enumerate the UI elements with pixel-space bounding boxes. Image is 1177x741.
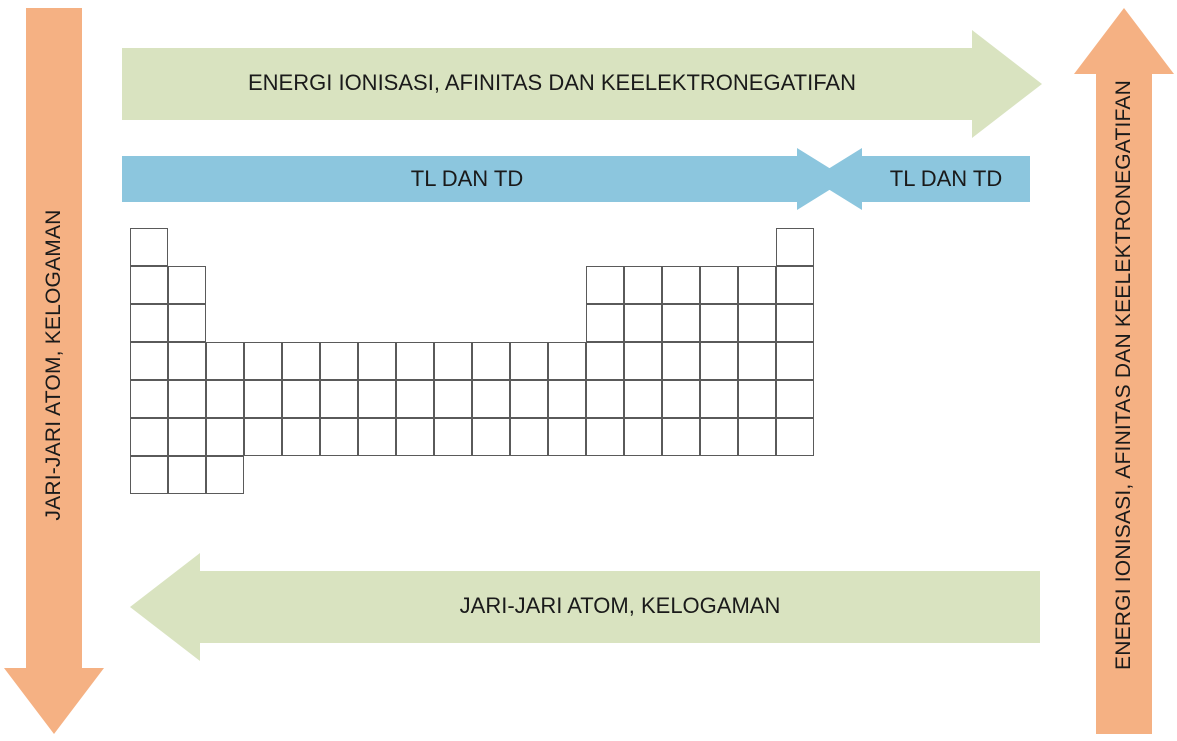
- periodic-cell: [510, 380, 548, 418]
- periodic-cell: [168, 304, 206, 342]
- periodic-cell: [776, 304, 814, 342]
- periodic-cell: [624, 418, 662, 456]
- left-arrow-label: JARI-JARI ATOM, KELOGAMAN: [42, 209, 65, 521]
- periodic-cell: [586, 304, 624, 342]
- periodic-table-grid: [130, 228, 814, 494]
- periodic-cell: [282, 418, 320, 456]
- periodic-cell: [624, 380, 662, 418]
- right-arrow-label: ENERGI IONISASI, AFINITAS DAN KEELEKTRONEGATIFAN: [1112, 80, 1135, 670]
- periodic-cell: [130, 266, 168, 304]
- periodic-cell: [738, 380, 776, 418]
- periodic-cell: [586, 342, 624, 380]
- periodic-cell: [776, 228, 814, 266]
- periodic-cell: [320, 418, 358, 456]
- blue-right-arrow-label: TL DAN TD: [889, 166, 1003, 191]
- periodic-cell: [510, 342, 548, 380]
- blue-left-arrow-label: TL DAN TD: [410, 166, 524, 191]
- periodic-cell: [206, 418, 244, 456]
- periodic-cell: [776, 380, 814, 418]
- bottom-green-arrow: [130, 553, 1040, 661]
- periodic-cell: [738, 342, 776, 380]
- periodic-cell: [700, 304, 738, 342]
- top-green-arrow-label: ENERGI IONISASI, AFINITAS DAN KEELEKTRONEGATIFAN: [248, 70, 856, 95]
- periodic-cell: [700, 418, 738, 456]
- right-orange-up-arrow: [1074, 8, 1174, 734]
- periodic-cell: [168, 418, 206, 456]
- periodic-cell: [586, 380, 624, 418]
- periodic-cell: [168, 456, 206, 494]
- periodic-cell: [700, 380, 738, 418]
- periodic-cell: [130, 380, 168, 418]
- periodic-cell: [396, 418, 434, 456]
- periodic-cell: [472, 418, 510, 456]
- periodic-cell: [206, 342, 244, 380]
- periodic-cell: [624, 266, 662, 304]
- periodic-cell: [130, 342, 168, 380]
- periodic-cell: [244, 380, 282, 418]
- blue-right-arrow: [812, 148, 1030, 210]
- periodic-cell: [358, 418, 396, 456]
- periodic-cell: [130, 418, 168, 456]
- periodic-cell: [738, 418, 776, 456]
- periodic-cell: [130, 228, 168, 266]
- periodic-cell: [396, 342, 434, 380]
- periodic-cell: [320, 342, 358, 380]
- periodic-cell: [472, 380, 510, 418]
- periodic-cell: [434, 380, 472, 418]
- periodic-cell: [434, 418, 472, 456]
- periodic-cell: [624, 304, 662, 342]
- blue-left-arrow: [122, 148, 847, 210]
- periodic-cell: [662, 304, 700, 342]
- periodic-cell: [396, 380, 434, 418]
- periodic-cell: [130, 456, 168, 494]
- periodic-cell: [548, 380, 586, 418]
- left-orange-down-arrow: [4, 8, 104, 734]
- periodic-cell: [358, 342, 396, 380]
- periodic-cell: [206, 456, 244, 494]
- periodic-cell: [168, 380, 206, 418]
- periodic-cell: [282, 380, 320, 418]
- periodic-cell: [662, 266, 700, 304]
- periodic-cell: [700, 266, 738, 304]
- bottom-green-arrow-label: JARI-JARI ATOM, KELOGAMAN: [459, 593, 781, 618]
- periodic-cell: [548, 342, 586, 380]
- periodic-cell: [244, 342, 282, 380]
- periodic-cell: [130, 304, 168, 342]
- periodic-cell: [776, 342, 814, 380]
- periodic-cell: [738, 266, 776, 304]
- top-green-arrow: [122, 30, 1042, 138]
- periodic-cell: [472, 342, 510, 380]
- periodic-cell: [662, 342, 700, 380]
- periodic-cell: [662, 380, 700, 418]
- periodic-cell: [738, 304, 776, 342]
- periodic-cell: [434, 342, 472, 380]
- periodic-cell: [700, 342, 738, 380]
- periodic-cell: [776, 266, 814, 304]
- periodic-cell: [662, 418, 700, 456]
- periodic-cell: [244, 418, 282, 456]
- periodic-cell: [282, 342, 320, 380]
- periodic-cell: [624, 342, 662, 380]
- periodic-cell: [206, 380, 244, 418]
- periodic-cell: [548, 418, 586, 456]
- periodic-cell: [776, 418, 814, 456]
- periodic-cell: [168, 266, 206, 304]
- periodic-cell: [510, 418, 548, 456]
- periodic-cell: [168, 342, 206, 380]
- periodic-cell: [320, 380, 358, 418]
- periodic-cell: [586, 418, 624, 456]
- periodic-cell: [586, 266, 624, 304]
- periodic-cell: [358, 380, 396, 418]
